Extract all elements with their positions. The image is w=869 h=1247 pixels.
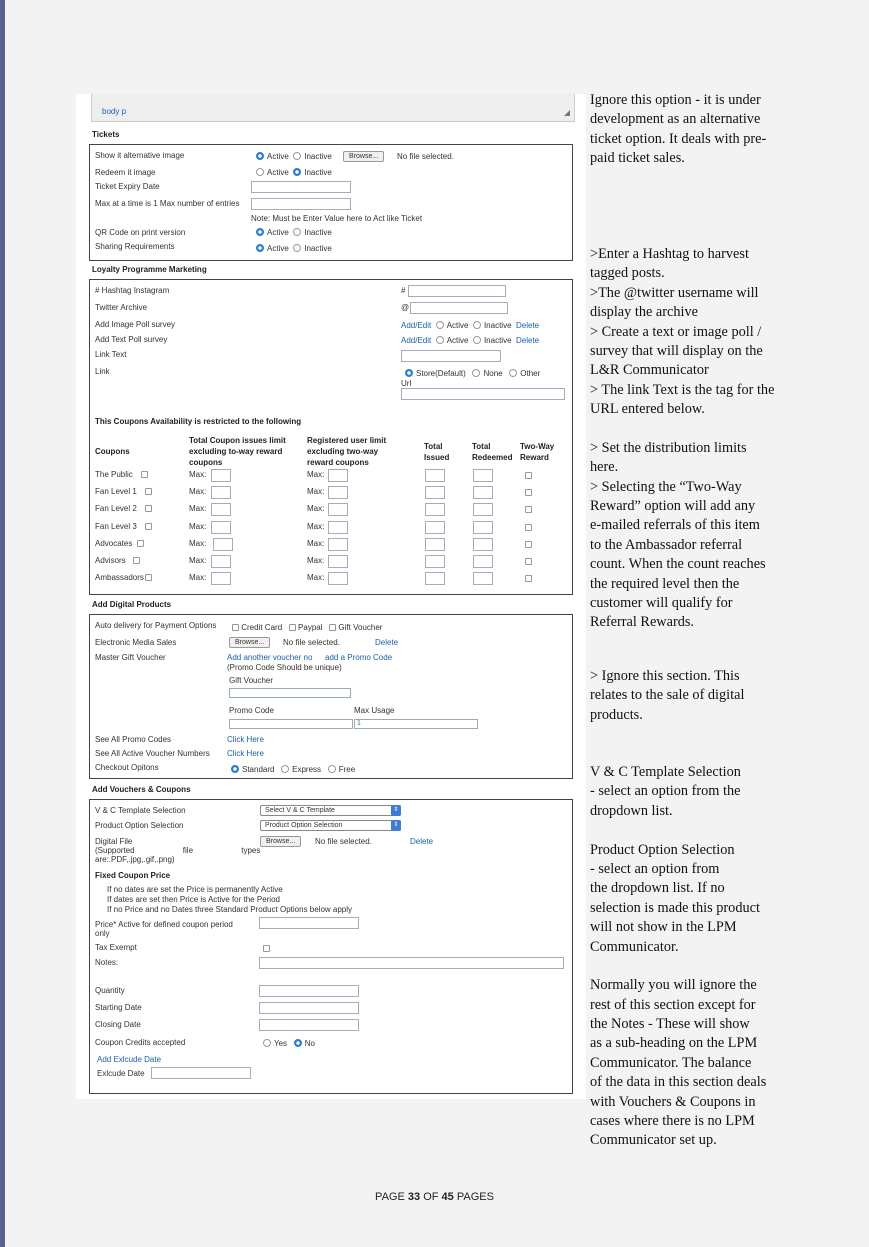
total-issues-input[interactable] (211, 469, 231, 482)
gift-voucher-input[interactable] (229, 688, 351, 698)
at-prefix: @ (401, 303, 410, 312)
note-line: L&R Communicator (590, 362, 709, 379)
link-label: Link (95, 367, 110, 376)
template-label: V & C Template Selection (95, 806, 186, 815)
registered-input[interactable] (328, 503, 348, 516)
note-line: Normally you will ignore the (590, 977, 757, 994)
max-label: Max: (189, 573, 207, 583)
price-rule-3: If no Price and no Dates three Standard Product Options below apply (107, 905, 353, 914)
max-label: Max: (307, 470, 325, 479)
note-line: Communicator. (590, 938, 679, 955)
note-line: Ignore this option - it is under (590, 92, 761, 108)
note-line: - select an option from the (590, 783, 741, 800)
two-way-checkbox[interactable] (525, 558, 532, 565)
two-way-checkbox[interactable] (525, 575, 532, 582)
note-line: V & C Template Selection (590, 764, 741, 780)
two-way-checkbox[interactable] (525, 472, 532, 479)
coupon-row-label: Fan Level 2 (95, 504, 137, 514)
qr-radios[interactable]: Active Inactive (256, 228, 332, 237)
redeem-image-label: Redeem it image (95, 168, 156, 177)
twitter-label: Twitter Archive (95, 303, 148, 312)
link-text-input[interactable] (401, 350, 501, 362)
coupon-row-checkbox[interactable] (145, 523, 152, 530)
supported-label: (Supported file types (95, 846, 261, 855)
fixed-price-heading: Fixed Coupon Price (95, 871, 171, 880)
note-line: the dropdown list. If no (590, 880, 725, 897)
note-line: count. When the count reaches (590, 556, 766, 573)
note-line: > Selecting the “Two-Way (590, 478, 742, 495)
max-label: Max: (307, 521, 325, 531)
editor-path[interactable]: body p (102, 107, 127, 116)
max-label: Max: (307, 487, 325, 497)
coupon-row-checkbox[interactable] (145, 488, 152, 495)
note-line: the required level then the (590, 575, 740, 592)
chevron-down-icon: ⇕ (391, 805, 401, 816)
page-edge-bar (0, 0, 5, 1247)
note-line: Referral Rewards. (590, 614, 695, 631)
checkout-radios[interactable]: Standard Express Free (231, 765, 355, 774)
link-text-label: Link Text (95, 350, 127, 359)
col-total-issued: Total Issued (424, 442, 450, 462)
max-label: Max: (189, 487, 207, 497)
note-loyalty (590, 245, 800, 633)
total-issued-input[interactable] (425, 486, 445, 499)
footer-page-word: PAGE (375, 1191, 405, 1203)
max-label: Max: (189, 556, 207, 565)
note-vouchers (590, 763, 800, 1151)
page-footer (0, 1191, 869, 1203)
total-redeemed-input[interactable] (473, 555, 493, 568)
col-registered: Registered user limit excluding two-way reward coupons (307, 436, 387, 467)
checkout-label: Checkout Opitons (95, 763, 159, 772)
two-way-checkbox[interactable] (525, 524, 532, 531)
redeem-image-radios[interactable]: Active Inactive (256, 168, 332, 177)
coupon-row-label: The Public (95, 470, 133, 479)
hashtag-input[interactable] (408, 285, 506, 297)
note-line: - select an option from (590, 860, 720, 877)
coupon-row-checkbox[interactable] (145, 574, 152, 581)
notes-input[interactable] (259, 957, 564, 969)
coupon-row-label: Ambassadors (95, 573, 144, 583)
note-line: selection is made this product (590, 899, 760, 916)
two-way-checkbox[interactable] (525, 506, 532, 513)
note-line: products. (590, 706, 643, 723)
coupon-row-label: Advocates (95, 538, 133, 548)
note-line: > The link Text is the tag for the (590, 381, 775, 398)
tax-exempt-checkbox[interactable] (263, 945, 270, 952)
ems-label: Electronic Media Sales (95, 638, 177, 647)
total-issues-input[interactable] (211, 503, 231, 516)
total-redeemed-input[interactable] (473, 538, 493, 551)
start-date-input[interactable] (259, 1002, 359, 1014)
total-redeemed-input[interactable] (473, 572, 493, 585)
add-exclude-link[interactable]: Add Exlcude Date (97, 1055, 162, 1064)
note-line (590, 420, 800, 439)
ems-browse-button[interactable]: Browse... (229, 637, 270, 648)
coupons-title: This Coupons Availability is restricted to the following (95, 417, 302, 426)
footer-total-pages: 45 (441, 1191, 454, 1203)
tax-label: Tax Exempt (95, 943, 137, 952)
note-line: display the archive (590, 304, 698, 321)
url-input[interactable] (401, 388, 565, 400)
supported-types: are:.PDF,.jpg,.gif,.png) (95, 855, 175, 864)
vc-delete-link[interactable]: Delete (410, 837, 434, 846)
registered-input[interactable] (328, 486, 348, 499)
ems-delete-link[interactable]: Delete (375, 638, 399, 647)
see-promo-link[interactable]: Click Here (227, 735, 264, 744)
footer-of-word: OF (423, 1191, 439, 1203)
total-issued-input[interactable] (425, 503, 445, 516)
exclude-label: Exlcude Date (97, 1069, 145, 1078)
vouchers-heading: Add Vouchers & Coupons (92, 785, 191, 794)
note-line: here. (590, 459, 619, 476)
max-label: Max: (307, 538, 325, 548)
registered-input[interactable] (328, 572, 348, 585)
price-input[interactable] (259, 917, 359, 929)
url-label: Url (401, 379, 412, 388)
note-line: e-mailed referrals of this item (590, 517, 760, 534)
image-poll-controls[interactable]: Add/Edit Active Inactive Delete (401, 321, 540, 330)
see-promo-label: See All Promo Codes (95, 735, 172, 744)
see-voucher-label: See All Active Voucher Numbers (95, 749, 210, 758)
image-poll-label: Add Image Poll survey (95, 320, 176, 329)
note-line: survey that will display on the (590, 342, 763, 359)
note-digital (590, 667, 800, 725)
note-line (590, 821, 800, 840)
digital-heading: Add Digital Products (92, 600, 172, 609)
note-line: paid ticket sales. (590, 150, 685, 167)
text-poll-controls[interactable]: Add/Edit Active Inactive Delete (401, 336, 540, 345)
total-redeemed-input[interactable] (473, 503, 493, 516)
note-line: the Notes - These will show (590, 1016, 750, 1033)
registered-input[interactable] (328, 538, 348, 551)
credits-label: Coupon Credits accepted (95, 1038, 186, 1047)
total-redeemed-input[interactable] (473, 486, 493, 499)
note-line: > Ignore this section. This (590, 668, 740, 684)
max-label: Max: (307, 504, 325, 514)
exclude-date-input[interactable] (151, 1067, 251, 1079)
browse-button[interactable]: Browse... (343, 151, 384, 162)
two-way-checkbox[interactable] (525, 541, 532, 548)
tickets-box (89, 144, 573, 261)
note-line: with Vouchers & Coupons in (590, 1093, 756, 1110)
hashtag-label: # Hashtag Instagram (95, 286, 170, 295)
total-issued-input[interactable] (425, 572, 445, 585)
coupon-row-checkbox[interactable] (141, 471, 148, 478)
max-entries-note: Note: Must be Enter Value here to Act like Ticket (251, 214, 423, 223)
text-poll-label: Add Text Poll survey (95, 335, 168, 344)
start-date-label: Starting Date (95, 1003, 142, 1012)
registered-input[interactable] (328, 555, 348, 568)
note-line: of the data in this section deals (590, 1074, 767, 1091)
closing-date-label: Closing Date (95, 1020, 141, 1029)
master-voucher-label: Master Gift Voucher (95, 653, 166, 662)
note-line: Reward” option will add any (590, 498, 756, 515)
max-label: Max: (307, 556, 325, 565)
note-line: Communicator set up. (590, 1132, 717, 1149)
add-voucher-link[interactable]: Add another voucher no (227, 653, 313, 662)
closing-date-input[interactable] (259, 1019, 359, 1031)
loyalty-box (89, 279, 573, 595)
note-line: will not show in the LPM (590, 919, 737, 936)
col-total-redeemed: Total Redeemed (472, 442, 513, 462)
max-label: Max: (307, 573, 325, 583)
form-screenshot (76, 94, 586, 1099)
total-issued-input[interactable] (425, 538, 445, 551)
total-redeemed-input[interactable] (473, 469, 493, 482)
price-rule-2: If dates are set then Price is Active for the Period (107, 895, 280, 904)
digital-file-label: Digital File (95, 837, 133, 846)
note-line: cases where there is no LPM (590, 1113, 755, 1130)
total-redeemed-input[interactable] (473, 521, 493, 534)
note-line: as a sub-heading on the LPM (590, 1035, 758, 1052)
max-entries-label: Max at a time is 1 Max number of entries (95, 199, 240, 208)
col-two-way: Two-Way Reward (520, 442, 555, 462)
note-line: > Create a text or image poll / (590, 323, 762, 340)
tickets-heading: Tickets (92, 130, 120, 139)
note-line: URL entered below. (590, 401, 705, 418)
col-coupons: Coupons (95, 447, 130, 456)
total-issues-input[interactable] (211, 521, 231, 534)
note-line: tagged posts. (590, 265, 665, 282)
no-file-text: No file selected. (397, 152, 454, 161)
note-line: customer will qualify for (590, 595, 733, 612)
coupon-row-label: Fan Level 3 (95, 521, 137, 531)
max-usage-label: Max Usage (354, 706, 395, 715)
coupon-row-checkbox[interactable] (137, 540, 144, 547)
max-usage-input[interactable]: 1 (354, 719, 478, 729)
note-line: >The @twitter username will (590, 284, 759, 301)
note-line (590, 957, 800, 976)
credits-radios[interactable]: Yes No (263, 1039, 315, 1048)
note-line: to the Ambassador referral (590, 536, 743, 553)
vc-no-file: No file selected. (315, 837, 372, 846)
alt-image-radios[interactable]: Active Inactive (256, 152, 332, 161)
note-line: dropdown list. (590, 802, 673, 819)
expiry-input[interactable] (251, 181, 351, 193)
chevron-down-icon: ⇕ (391, 820, 401, 831)
qr-label: QR Code on print version (95, 228, 186, 237)
coupon-row-checkbox[interactable] (133, 557, 140, 564)
registered-input[interactable] (328, 469, 348, 482)
editor-status-bar (91, 94, 575, 122)
price-label-2: only (95, 929, 110, 938)
sharing-radios[interactable]: Active Inactive (256, 244, 332, 253)
col-total-issues: Total Coupon issues limit excluding to-way reward coupons (189, 436, 286, 467)
max-label: Max: (189, 521, 207, 531)
max-label: Max: (189, 538, 207, 548)
hash-prefix: # (401, 286, 406, 295)
max-label: Max: (189, 504, 207, 514)
total-issued-input[interactable] (425, 521, 445, 534)
coupon-row-checkbox[interactable] (145, 505, 152, 512)
twitter-input[interactable] (410, 302, 508, 314)
see-voucher-link[interactable]: Click Here (227, 749, 264, 758)
promo-unique-note: (Promo Code Should be unique) (227, 663, 342, 672)
auto-delivery-label: Auto delivery for Payment Options (95, 621, 217, 630)
note-line: Communicator. The balance (590, 1054, 752, 1071)
coupon-row-label: Advisors (95, 556, 126, 565)
total-issues-input[interactable] (213, 538, 233, 551)
note-line: >Enter a Hashtag to harvest (590, 246, 749, 262)
quantity-label: Quantity (95, 986, 125, 995)
promo-code-input[interactable] (229, 719, 353, 729)
payment-options[interactable]: Credit Card Paypal Gift Voucher (232, 623, 382, 632)
max-label: Max: (189, 470, 207, 479)
quantity-input[interactable] (259, 985, 359, 997)
price-label: Price* Active for defined coupon period (95, 920, 233, 929)
sharing-label: Sharing Requirements (95, 242, 175, 251)
resize-handle-icon[interactable] (564, 110, 570, 116)
total-issues-input[interactable] (211, 486, 231, 499)
promo-code-label: Promo Code (229, 706, 274, 715)
footer-page-number: 33 (407, 1191, 421, 1203)
total-issued-input[interactable] (425, 469, 445, 482)
vc-browse-button[interactable]: Browse... (260, 836, 301, 847)
note-line: Product Option Selection (590, 841, 735, 858)
price-rule-1: If no dates are set the Price is permanently Active (107, 885, 283, 894)
product-option-label: Product Option Selection (95, 821, 184, 830)
gift-voucher-label: Gift Voucher (229, 676, 274, 685)
digital-box (89, 614, 573, 779)
notes-label: Notes: (95, 958, 119, 967)
ems-no-file: No file selected. (283, 638, 340, 647)
total-issues-input[interactable] (211, 572, 231, 585)
total-issues-input[interactable] (211, 555, 231, 568)
total-issued-input[interactable] (425, 555, 445, 568)
note-tickets (590, 91, 800, 169)
note-line: development as an alternative (590, 111, 761, 128)
alt-image-label: Show it alternative image (95, 151, 185, 160)
product-option-select[interactable]: Product Option Selection ⇕ (260, 820, 401, 831)
vouchers-box (89, 799, 573, 1094)
two-way-checkbox[interactable] (525, 489, 532, 496)
note-line: rest of this section except for (590, 996, 756, 1013)
link-radios[interactable]: Store(Default) None Other (405, 369, 540, 378)
note-line: relates to the sale of digital (590, 687, 745, 704)
loyalty-heading: Loyalty Programme Marketing (92, 265, 207, 274)
coupon-row-label: Fan Level 1 (95, 487, 137, 497)
registered-input[interactable] (328, 521, 348, 534)
add-promo-link[interactable]: add a Promo Code (325, 653, 393, 662)
max-entries-input[interactable] (251, 198, 351, 210)
template-select[interactable]: Select V & C Template ⇕ (260, 805, 401, 816)
footer-pages-word: PAGES (456, 1191, 494, 1203)
note-line: ticket option. It deals with pre- (590, 130, 767, 147)
note-line: > Set the distribution limits (590, 439, 747, 456)
expiry-label: Ticket Expiry Date (95, 182, 160, 191)
